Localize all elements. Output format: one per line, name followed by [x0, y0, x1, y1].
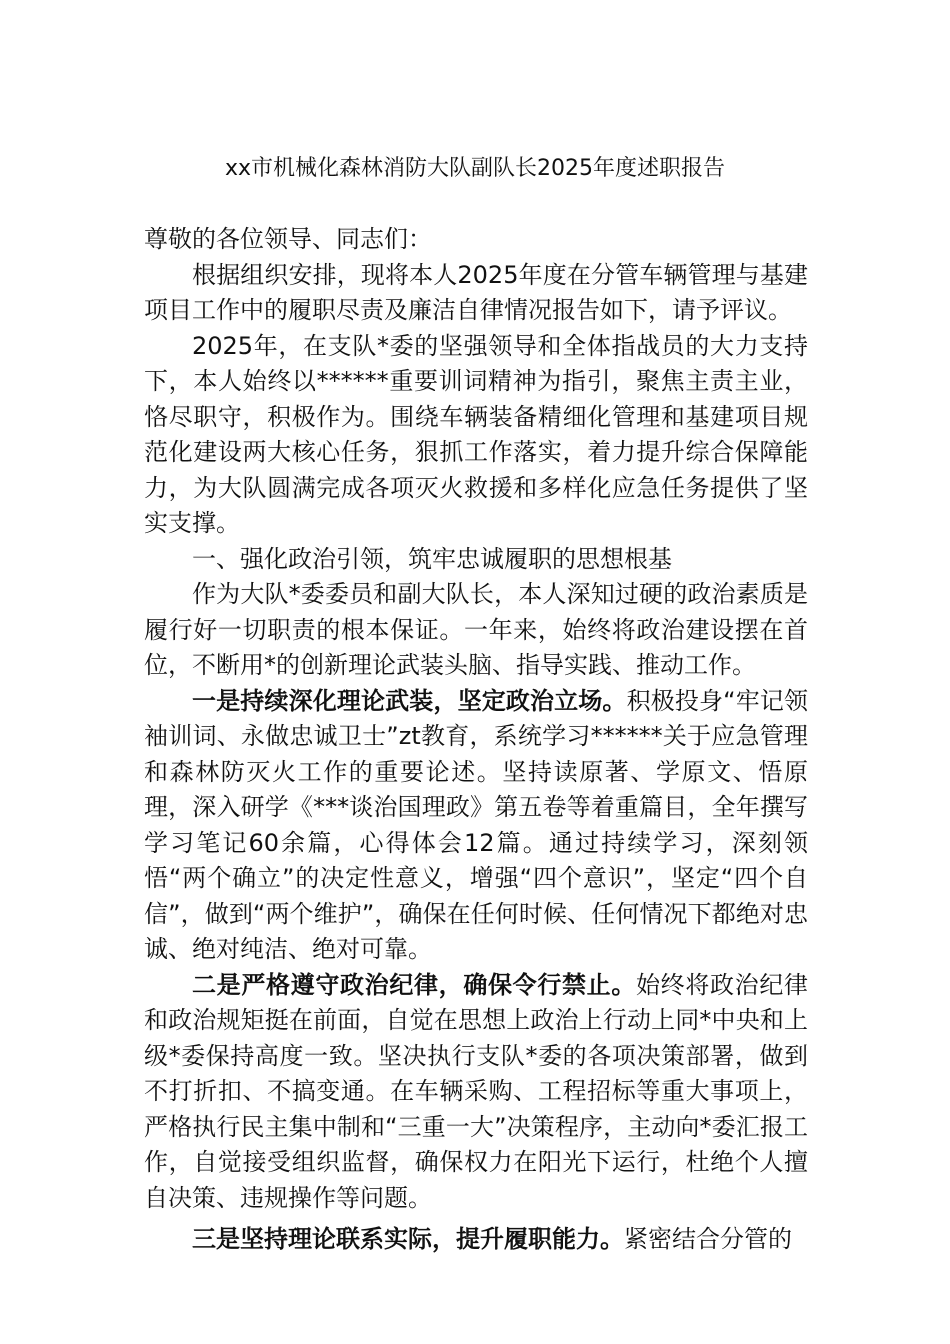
- document-body: [144, 222, 808, 1258]
- section-heading-1: 一、强化政治引领，筑牢忠诚履职的思想根基: [192, 544, 672, 573]
- point-2-text: 始终将政治纪律和政治规矩挺在前面，自觉在思想上政治上行动上同*中央和上级*委保持高度一致。坚决执行支队*委的各项决策部署，做到不打折扣、不搞变通。在车辆采购、工程招标等重大事项上，严格执行民主集中制和“三重一大”决策程序，主动向*委汇报工作，自觉接受组织监督，确保权力在阳光下运行，杜绝个人擅自决策、违规操作等问题。: [144, 970, 808, 1212]
- point-1-lead: 一是持续深化理论武装，坚定政治立场。: [192, 686, 627, 715]
- point-2-paragraph: [144, 968, 808, 1217]
- document-title: xx市机械化森林消防大队副队长2025年度述职报告: [224, 156, 726, 181]
- salutation: 尊敬的各位领导、同志们：: [144, 225, 432, 253]
- point-1-paragraph: [144, 684, 808, 968]
- point-1-text: 积极投身“牢记领袖训词、永做忠诚卫士”zt教育，系统学习******关于应急管理和森林防灭火工作的重要论述。坚持读原著、学原文、悟原理，深入研学《***谈治国理政》第五卷等着重篇目，全年撰写学习笔记60余篇，心得体会12篇。通过持续学习，深刻领悟“两个确立”的决定性意义，增强“四个意识”，坚定“四个自信”，做到“两个维护”，确保在任何时候、任何情况下都绝对忠诚、绝对纯洁、绝对可靠。: [144, 686, 809, 963]
- point-2-lead: 二是严格遵守政治纪律，确保令行禁止。: [192, 970, 636, 999]
- intro-paragraph: 根据组织安排，现将本人2025年度在分管车辆管理与基建项目工作中的履职尽责及廉洁自律情况报告如下，请予评议。: [144, 260, 808, 324]
- point-3-paragraph: [144, 1222, 808, 1258]
- section-1-intro: 作为大队*委委员和副大队长，本人深知过硬的政治素质是履行好一切职责的根本保证。一年来，始终将政治建设摆在首位，不断用*的创新理论武装头脑、指导实践、推动工作。: [144, 580, 808, 679]
- summary-paragraph: 2025年，在支队*委的坚强领导和全体指战员的大力支持下，本人始终以******重要训词精神为指引，聚焦主责主业，恪尽职守，积极作为。围绕车辆装备精细化管理和基建项目规范化建设两大核心任务，狠抓工作落实，着力提升综合保障能力，为大队圆满完成各项灭火救援和多样化应急任务提供了坚实支撑。: [144, 331, 808, 537]
- point-3-lead: 三是坚持理论联系实际，提升履职能力。: [192, 1225, 624, 1253]
- point-3-text: 紧密结合分管的: [624, 1225, 792, 1253]
